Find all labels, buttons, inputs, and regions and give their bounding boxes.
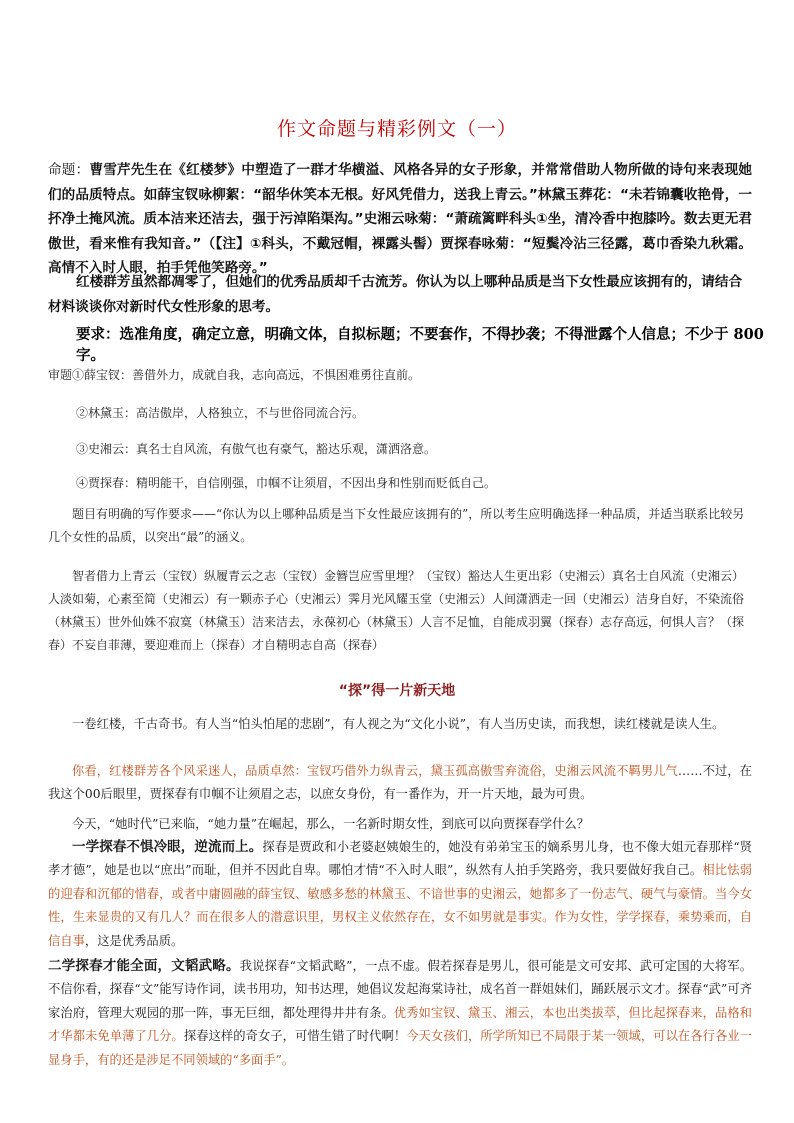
analysis-item-4: ④贾探春：精明能干，自信刚强，巾帼不让须眉，不因出身和性别而贬低自己。 <box>76 476 497 490</box>
essay-highlight: 优秀如宝钗、黛玉、湘云，本也出类拔萃，但比起探春来，品格和才华都未免单薄了几分。 <box>48 1005 752 1044</box>
essay-paragraph-1: 一卷红楼，千古奇书。有人当“怕头怕尾的悲剧”，有人视之为“文化小说”，有人当历史读，而我想，读红楼就是读人生。 <box>72 717 725 731</box>
analysis-item-3: ③史湘云：真名士自风流，有傲气也有豪气，豁达乐观，潇洒洛意。 <box>76 442 437 456</box>
prompt-paragraph <box>48 158 752 281</box>
essay-highlight: 相比怯弱的迎春和沉郁的惜春，或者中庸圆融的薛宝钗、敏感多愁的林黛玉、不谙世事的史湘云，她都多了一份志气、硬气与豪情。当今女性，生来显贵的又有几人？而在很多人的潜意识里，男权主义依然存在，女不如男就是事实。作为女性，学学探春，乘势乘而，自信自事 <box>48 863 752 948</box>
prompt-label: 命题： <box>48 162 90 178</box>
analysis-item-2: ②林黛玉：高洁傲岸，人格独立，不与世俗同流合污。 <box>76 406 365 420</box>
essay-paragraph-5: 二学探春才能全面，文韬武略。我说探春“文韬武略”，一点不虚。假若探春是男儿，很可能是文可安邦、武可定国的大将军。不信你看，探春“文”能写诗作词，读书用功，知书达理，她倡议发起海棠诗社，成名首一群姐妹们，踊跃展示文才。探春“武”可齐家治府，管理大观园的那一阵，事无巨细，都处理得井井有条。优秀如宝钗、黛玉、湘云，本也出类拔萃，但比起探春来，品格和才华都未免单薄了几分。探春这样的奇女子，可惜生错了时代啊！今天女孩们，所学所知已不局限于某一领域，可以在各行各业一显身手，有的还是涉足不同领域的“多面手”。 <box>48 958 752 1067</box>
title-suggestions: 智者借力上青云（宝钗）纵履青云之志（宝钗）金簪岂应雪里埋？（宝钗）豁达人生更出彩（史湘云）真名士自风流（史湘云）人淡如菊，心素至简（史湘云）有一颗赤子心（史湘云）霁月光风耀玉堂（史湘云）人间潇洒走一回（史湘云）洁身自好，不染流俗（林黛玉）世外仙姝不寂寞（林黛玉）洁来洁去，永葆初心（林黛玉）人言不足恤，自能成羽翼（探春）志存高远，何惧人言？（探春）不妄自菲薄，要迎难而上（探春）才自精明志自高（探春） <box>48 569 745 652</box>
analysis-item-1: 审题①薛宝钗：善借外力，成就自我，志向高远，不惧困难勇往直前。 <box>48 368 421 382</box>
analysis-label: 审题 <box>48 368 73 382</box>
essay-paragraph-3: 今天，“她时代”已来临，“她力量”在崛起，那么，一名新时期女性，到底可以向贾探春学什么？ <box>72 817 590 831</box>
essay-point-1: 一学探春不惧冷眼，逆流而上。 <box>72 839 263 855</box>
essay-point-2: 二学探春才能全面，文韬武略。 <box>48 958 240 974</box>
prompt-paragraph-2: 红楼群芳虽然都凋零了，但她们的优秀品质却千古流芳。你认为以上哪种品质是当下女性最应该拥有的，请结合材料谈谈你对新时代女性形象的思考。 <box>48 274 743 315</box>
essay-title: “探”得一片新天地 <box>338 683 456 699</box>
analysis-note: 题目有明确的写作要求——“你认为以上哪种品质是当下女性最应该拥有的”，所以考生应明确选择一种品质，并适当联系比较另几个女性的品质，以突出“最”的涵义。 <box>48 507 745 544</box>
essay-paragraph-4: 一学探春不惧冷眼，逆流而上。探春是贾政和小老婆赵姨娘生的，她没有弟弟宝玉的嫡系男儿身，也不像大姐元春那样“贤孝才德”，她是也以“庶出”而耻，但并不因此自卑。哪怕才情“不入时人眼”，纵然有人拍手笑路旁，我只要做好我自己。相比怯弱的迎春和沉郁的惜春，或者中庸圆融的薛宝钗、敏感多愁的林黛玉、不谙世事的史湘云，她都多了一份志气、硬气与豪情。当今女性，生来显贵的又有几人？而在很多人的潜意识里，男权主义依然存在，女不如男就是事实。作为女性，学学探春，乘势乘而，自信自事，这是优秀品质。 <box>48 839 752 948</box>
page-title: 作文命题与精彩例文（一） <box>276 118 517 140</box>
requirements: 要求：选准角度，确定立意，明确文体，自拟标题；不要套作，不得抄袭；不得泄露个人信息；不少于 800 字。 <box>76 326 764 364</box>
essay-highlight: 你看，红楼群芳各个风采迷人，品质卓然：宝钗巧借外力纵青云，黛玉孤高傲雪弃流俗，史湘云风流不羁男儿气 <box>72 764 678 778</box>
essay-paragraph-2: 你看，红楼群芳各个风采迷人，品质卓然：宝钗巧借外力纵青云，黛玉孤高傲雪弃流俗，史湘云风流不羁男儿气……不过，在我这个00后眼里，贾探春有巾帼不让须眉之志，以庶女身份，有一番作为，开一片天地，最为可贵。 <box>48 764 752 802</box>
essay-highlight: 今天女孩们，所学所知已不局限于某一领域，可以在各行各业一显身手，有的还是涉足不同领域的“多面手”。 <box>48 1029 752 1067</box>
prompt-text: 曹雪芹先生在《红楼梦》中塑造了一群才华横溢、风格各异的女子形象，并常常借助人物所做的诗句来表现她们的品质特点。如薛宝钗咏柳絮：“韶华休笑本无根。好风凭借力，送我上青云。”林黛玉葬花：“未若锦囊收艳骨，一抔净土掩风流。质本洁来还洁去，强于污淖陷渠沟。”史湘云咏菊：“萧疏篱畔科头①坐，清冷香中抱膝吟。数去更无君傲世，看来惟有我知音。”（【注】①科头，不戴冠帽，裸露头髻）贾探春咏菊：“短鬓冷沾三径露，葛巾香染九秋霜。高情不入时人眼，拍手凭他笑路旁。” <box>48 162 753 276</box>
